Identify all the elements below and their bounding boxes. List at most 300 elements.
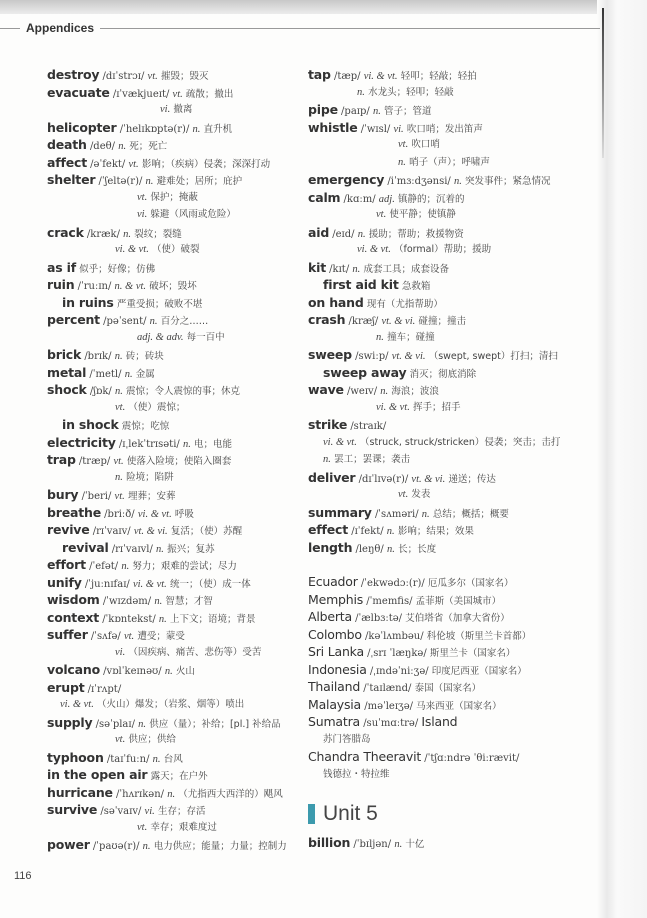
part-of-speech: vi. bbox=[160, 104, 171, 115]
headword: affect bbox=[47, 154, 87, 170]
definition: 泰国（国家名） bbox=[414, 683, 482, 694]
phonetic: /ˈmemfis/ bbox=[366, 595, 413, 607]
entry-evacuate bbox=[47, 84, 297, 102]
phonetic: /ˈwɪzdəm/ bbox=[102, 596, 152, 607]
entry-wisdom bbox=[47, 591, 297, 609]
unit-5-entries bbox=[308, 834, 424, 852]
entry-continuation bbox=[47, 731, 297, 749]
entry-trap bbox=[47, 451, 297, 469]
phonetic: /taɪˈfuːn/ bbox=[106, 753, 150, 765]
phonetic: /ˈekwədɔː(r)/ bbox=[360, 578, 425, 589]
phonetic: /leŋθ/ bbox=[355, 543, 384, 555]
part-of-speech: n. bbox=[142, 841, 151, 852]
part-of-speech: n. bbox=[145, 176, 154, 187]
entry-continuation bbox=[308, 451, 588, 469]
part-of-speech: vt. & vi. bbox=[381, 316, 416, 327]
part-of-speech: n. bbox=[114, 386, 123, 397]
entry-in-shock bbox=[47, 416, 297, 434]
part-of-speech: n. bbox=[167, 788, 176, 800]
part-of-speech: vi. & vt. bbox=[363, 71, 398, 82]
part-of-speech: n. bbox=[156, 543, 164, 555]
definition: （swept, swept）打扫；清扫 bbox=[428, 351, 558, 362]
headword: Indonesia bbox=[308, 661, 367, 677]
definition: 镇静的；沉着的 bbox=[398, 193, 465, 205]
phonetic: /ˈpaʊə(r)/ bbox=[92, 841, 140, 852]
headword: Sumatra bbox=[308, 714, 360, 729]
phonetic: /ˈælbɜːtə/ bbox=[355, 613, 403, 624]
headword: wave bbox=[308, 382, 344, 397]
entry-summary bbox=[308, 504, 588, 522]
part-of-speech: n. bbox=[323, 454, 331, 465]
entry-malaysia bbox=[308, 696, 588, 714]
definition: 供应（量）；补给；[pl.] 补给品 bbox=[149, 718, 281, 730]
headword: sweep away bbox=[323, 364, 407, 380]
entry-kit bbox=[308, 259, 588, 277]
definition: 挥手；招手 bbox=[413, 401, 461, 413]
phonetic: /iˈmɜːdʒənsi/ bbox=[387, 176, 451, 187]
phonetic: /swiːp/ bbox=[355, 351, 389, 362]
definition: 严重受损；破败不堪 bbox=[116, 298, 203, 310]
headword: Thailand bbox=[308, 679, 361, 694]
definition: 斯里兰卡（国家名） bbox=[429, 648, 516, 659]
part-of-speech: n. bbox=[118, 141, 127, 152]
definition: 发表 bbox=[411, 489, 431, 500]
definition: 急救箱 bbox=[401, 281, 431, 292]
definition: 苏门答腊岛 bbox=[323, 733, 371, 745]
headword: metal bbox=[47, 364, 87, 380]
entry-strike bbox=[308, 416, 588, 434]
headword: volcano bbox=[47, 662, 100, 677]
phonetic: /kɪt/ bbox=[329, 263, 350, 275]
definition: 吹口哨；发出笛声 bbox=[406, 123, 483, 135]
definition: 努力；艰难的尝试；尽力 bbox=[132, 561, 237, 572]
definition: 震惊；吃惊 bbox=[121, 421, 170, 432]
phonetic: /brɪk/ bbox=[84, 351, 112, 362]
definition: 复活；（使）苏醒 bbox=[170, 526, 243, 537]
headword: percent bbox=[47, 312, 100, 327]
headword: pipe bbox=[308, 102, 338, 117]
entry-in-the-open-air bbox=[47, 766, 297, 784]
entry-survive bbox=[47, 801, 297, 819]
spine-crease bbox=[602, 8, 604, 158]
entry-bury bbox=[47, 486, 297, 504]
headword: crash bbox=[308, 312, 346, 327]
headword: supply bbox=[47, 714, 93, 730]
definition: 科伦坡（斯里兰卡首都） bbox=[426, 630, 532, 642]
entry-length bbox=[308, 539, 588, 557]
phonetic: /ɪˈrʌpt/ bbox=[87, 683, 122, 695]
part-of-speech: vt. bbox=[115, 734, 126, 745]
part-of-speech: n. bbox=[394, 839, 403, 850]
definition: （使）震惊； bbox=[128, 401, 186, 413]
part-of-speech: vi. & vt. bbox=[376, 401, 410, 413]
headword: bury bbox=[47, 487, 79, 502]
part-of-speech: n. bbox=[192, 123, 201, 135]
entry-as-if bbox=[47, 259, 297, 277]
definition: 电；电能 bbox=[194, 438, 233, 450]
headword: effect bbox=[308, 522, 349, 537]
definition: 保护；掩蔽 bbox=[150, 191, 198, 203]
part-of-speech: n. bbox=[152, 753, 161, 765]
headword: destroy bbox=[47, 67, 100, 82]
definition: 现有（尤指帮助） bbox=[366, 298, 443, 310]
entry-destroy bbox=[47, 66, 297, 84]
entry-pipe bbox=[308, 101, 588, 119]
definition: 水龙头；轻叩；轻敲 bbox=[368, 86, 454, 98]
part-of-speech: n. bbox=[115, 471, 123, 483]
headword: revival bbox=[62, 539, 109, 555]
definition: 台风 bbox=[163, 753, 183, 765]
phonetic: /ˌsrɪ ˈlæŋkə/ bbox=[367, 648, 427, 659]
definition: 十亿 bbox=[405, 839, 425, 850]
phonetic: /ˈtaɪlænd/ bbox=[363, 683, 412, 694]
phonetic: /træp/ bbox=[78, 456, 111, 467]
definition: 厄瓜多尔（国家名） bbox=[427, 578, 514, 589]
definition: 金属 bbox=[135, 368, 155, 380]
phonetic: /deθ/ bbox=[89, 141, 116, 152]
definition: （formal）帮助；援助 bbox=[394, 244, 492, 255]
headword: suffer bbox=[47, 627, 88, 642]
entry-continuation bbox=[47, 696, 297, 714]
phonetic: /səˈplaɪ/ bbox=[95, 718, 135, 730]
headword: Ecuador bbox=[308, 574, 358, 589]
phonetic: /kɑːm/ bbox=[343, 193, 376, 205]
entry-shock bbox=[47, 381, 297, 399]
entry-whistle bbox=[308, 119, 588, 137]
phonetic: /kræk/ bbox=[86, 228, 120, 240]
headword: survive bbox=[47, 802, 98, 817]
part-of-speech: vt. bbox=[398, 139, 409, 150]
definition: 撞车；碰撞 bbox=[387, 331, 435, 343]
phonetic: /ˈwɪsl/ bbox=[360, 123, 391, 135]
definition: 碰撞；撞击 bbox=[418, 316, 466, 327]
headword: brick bbox=[47, 347, 82, 362]
part-of-speech: n. bbox=[114, 351, 123, 362]
entry-helicopter bbox=[47, 119, 297, 137]
phonetic: /ˈʃeltə(r)/ bbox=[98, 176, 143, 187]
phonetic: /ˈjuːnɪfaɪ/ bbox=[84, 578, 130, 590]
headword: typhoon bbox=[47, 749, 104, 765]
definition: 百分之…… bbox=[160, 316, 209, 327]
definition: 呼吸 bbox=[174, 508, 194, 520]
unit-marker-bar bbox=[308, 804, 315, 824]
phonetic: /ˈtʃɑːndrə ˈθiːrævit/ bbox=[424, 753, 520, 764]
part-of-speech: vt. bbox=[137, 191, 148, 203]
definition: 成套工具；成套设备 bbox=[363, 263, 449, 275]
part-of-speech: n. bbox=[357, 86, 365, 98]
phonetic: /ˈbɪljən/ bbox=[353, 839, 392, 850]
headword: whistle bbox=[308, 119, 358, 135]
entry-sumatra bbox=[308, 713, 588, 731]
definition: 马来西亚（国家名） bbox=[416, 700, 502, 712]
part-of-speech: vi. bbox=[393, 123, 404, 135]
phonetic: /straɪk/ bbox=[350, 421, 387, 432]
headword: Malaysia bbox=[308, 696, 362, 712]
part-of-speech: vt. bbox=[115, 401, 126, 413]
phonetic: /ɪˈfekt/ bbox=[351, 526, 384, 537]
entry-continuation bbox=[308, 329, 588, 347]
entry-effort bbox=[47, 556, 297, 574]
definition: 振兴；复苏 bbox=[167, 543, 215, 555]
definition: 撤离 bbox=[173, 104, 193, 115]
part-of-speech: n. bbox=[154, 596, 163, 607]
headword: Sri Lanka bbox=[308, 644, 364, 659]
headword: summary bbox=[308, 504, 372, 520]
phonetic: /dɪˈlɪvə(r)/ bbox=[358, 473, 409, 485]
entry-thailand bbox=[308, 678, 588, 696]
part-of-speech: n. bbox=[372, 106, 381, 117]
definition: 轻叩；轻敲；轻拍 bbox=[400, 71, 477, 82]
definition: 突发事件；紧急情况 bbox=[465, 176, 551, 187]
part-of-speech: vi. bbox=[137, 209, 148, 220]
definition: 艾伯塔省（加拿大省份） bbox=[405, 613, 510, 624]
part-of-speech: vt. bbox=[114, 491, 125, 502]
headword: power bbox=[47, 837, 90, 852]
entry-continuation bbox=[47, 644, 297, 662]
entry-brick bbox=[47, 346, 297, 364]
headword: tap bbox=[308, 67, 331, 82]
definition: （因疾病、痛苦、悲伤等）受苦 bbox=[128, 646, 262, 658]
entry-crash bbox=[308, 311, 588, 329]
headword: as if bbox=[47, 259, 76, 275]
phonetic: /məˈleɪʒə/ bbox=[364, 700, 413, 712]
part-of-speech: vi. & vt. bbox=[357, 244, 391, 255]
entry-revive bbox=[47, 521, 297, 539]
definition: 海浪；波浪 bbox=[391, 386, 439, 397]
entry-continuation bbox=[47, 329, 297, 347]
definition: 使平静；使镇静 bbox=[389, 209, 456, 220]
proper-names-list bbox=[308, 573, 588, 783]
definition: 摧毁；毁灭 bbox=[160, 71, 209, 82]
entry-crack bbox=[47, 224, 297, 242]
phonetic: /ˌɪndəˈniːʒə/ bbox=[369, 665, 429, 677]
headword: wisdom bbox=[47, 592, 100, 607]
headword: breathe bbox=[47, 504, 101, 520]
entry-colombo bbox=[308, 626, 588, 644]
definition: 智慧；才智 bbox=[165, 596, 213, 607]
definition: 似乎；好像；仿佛 bbox=[79, 263, 156, 275]
section-header: Appendices bbox=[20, 21, 100, 35]
entry-continuation bbox=[308, 154, 588, 172]
definition: （struck, struck/stricken）侵袭；突击；击打 bbox=[360, 436, 561, 448]
part-of-speech: vi. & vt. bbox=[132, 578, 167, 590]
phonetic: /kræʃ/ bbox=[348, 316, 379, 327]
phonetic: /suˈmɑːtrə/ bbox=[363, 718, 419, 729]
headword: billion bbox=[308, 835, 351, 850]
entry-continuation bbox=[308, 206, 588, 224]
phonetic: /ˈkɒntekst/ bbox=[102, 613, 156, 625]
phonetic: /ˈefət/ bbox=[89, 561, 119, 572]
headword: first aid kit bbox=[323, 277, 399, 292]
unit-heading bbox=[308, 802, 378, 826]
entry-breathe bbox=[47, 504, 297, 522]
left-column bbox=[47, 66, 297, 854]
entry-hurricane bbox=[47, 784, 297, 802]
definition: 吹口哨 bbox=[411, 139, 440, 150]
entry-billion bbox=[308, 834, 424, 852]
headword: on hand bbox=[308, 294, 364, 310]
definition: 每一百中 bbox=[186, 331, 225, 343]
spacer bbox=[308, 556, 588, 573]
phonetic: /vɒlˈkeɪnəʊ/ bbox=[103, 666, 162, 677]
entry-chandra-theeravit bbox=[308, 748, 588, 766]
part-of-speech: vt. & vi. bbox=[411, 473, 446, 485]
definition: 罢工；罢课；袭击 bbox=[334, 454, 411, 465]
headword: helicopter bbox=[47, 119, 117, 135]
entry-sweep bbox=[308, 346, 588, 364]
part-of-speech: vi. bbox=[115, 646, 126, 658]
phonetic: /səˈvaɪv/ bbox=[100, 806, 142, 817]
part-of-speech: vi. & vt. bbox=[137, 508, 172, 520]
headword: unify bbox=[47, 574, 82, 590]
entry-emergency bbox=[308, 171, 588, 189]
phonetic: /pəˈsent/ bbox=[103, 316, 147, 327]
headword: aid bbox=[308, 224, 330, 240]
phonetic: /eɪd/ bbox=[332, 228, 355, 240]
part-of-speech: vt. & vi. bbox=[133, 526, 168, 537]
part-of-speech: vt. bbox=[172, 88, 183, 100]
definition: 裂纹；裂缝 bbox=[134, 228, 182, 240]
entry-ruin bbox=[47, 276, 297, 294]
entry-shelter bbox=[47, 171, 297, 189]
definition: 管子；管道 bbox=[384, 106, 432, 117]
part-of-speech: vt. bbox=[376, 209, 387, 220]
part-of-speech: n. bbox=[387, 543, 395, 555]
entry-in-ruins bbox=[47, 294, 297, 312]
entry-continuation bbox=[47, 399, 297, 417]
phonetic: /ʃɒk/ bbox=[89, 386, 112, 397]
headword: calm bbox=[308, 189, 341, 205]
part-of-speech: n. bbox=[164, 666, 173, 677]
entry-death bbox=[47, 136, 297, 154]
definition: 死；死亡 bbox=[129, 141, 168, 152]
entry-affect bbox=[47, 154, 297, 172]
phonetic: /kəˈlʌmbəu/ bbox=[365, 630, 424, 642]
entry-continuation bbox=[47, 189, 297, 207]
definition: 电力供应；能量；力量；控制力 bbox=[153, 841, 287, 852]
headword: erupt bbox=[47, 679, 85, 695]
entry-percent bbox=[47, 311, 297, 329]
vocab-list-right bbox=[308, 66, 588, 556]
phonetic: /briːð/ bbox=[104, 508, 135, 520]
part-of-speech: vi. & vt. bbox=[60, 699, 94, 710]
headword: shelter bbox=[47, 172, 96, 187]
part-of-speech: vt. bbox=[398, 489, 409, 500]
part-of-speech: n. bbox=[124, 368, 133, 380]
entry-revival bbox=[47, 539, 297, 557]
phonetic: /ˈhelɪkɒptə(r)/ bbox=[119, 123, 190, 135]
part-of-speech: vi. & vt. bbox=[323, 436, 357, 448]
entry-erupt bbox=[47, 679, 297, 697]
entry-continuation bbox=[308, 486, 588, 504]
definition: 上下文；语境；背景 bbox=[169, 613, 256, 625]
part-of-speech: vt. bbox=[128, 158, 139, 170]
headword: in ruins bbox=[62, 294, 114, 310]
definition: 钱德拉・特拉维 bbox=[323, 768, 390, 780]
entry-continuation bbox=[47, 469, 297, 487]
phonetic: /ɪˌlekˈtrɪsəti/ bbox=[118, 438, 180, 450]
headword: electricity bbox=[47, 434, 116, 450]
definition: 消灭；彻底消除 bbox=[409, 368, 477, 380]
part-of-speech: vt. bbox=[147, 71, 158, 82]
definition: 直升机 bbox=[203, 123, 233, 135]
entry-suffer bbox=[47, 626, 297, 644]
headword: effort bbox=[47, 557, 86, 572]
headword: sweep bbox=[308, 347, 352, 362]
headword: evacuate bbox=[47, 84, 110, 100]
definition: 破坏；毁坏 bbox=[149, 281, 197, 292]
phonetic: /ˈsʌfə/ bbox=[90, 631, 121, 642]
entry-ecuador bbox=[308, 573, 588, 591]
phonetic: /ˈhʌrɪkən/ bbox=[116, 788, 165, 800]
part-of-speech: n. bbox=[138, 718, 147, 730]
entry-on-hand bbox=[308, 294, 588, 312]
part-of-speech: vt. bbox=[123, 631, 135, 642]
definition: （火山）爆发；（岩浆、烟等）喷出 bbox=[97, 699, 245, 710]
entry-continuation bbox=[47, 241, 297, 259]
phonetic: /weɪv/ bbox=[347, 386, 378, 397]
headword: death bbox=[47, 137, 87, 152]
headword-suffix: Island bbox=[421, 714, 458, 729]
entry-continuation bbox=[47, 819, 297, 837]
definition: 影响；结果；效果 bbox=[397, 526, 474, 537]
part-of-speech: adj. & adv. bbox=[137, 331, 184, 343]
part-of-speech: n. bbox=[149, 316, 158, 327]
definition: 震惊；令人震惊的事；休克 bbox=[126, 386, 241, 397]
headword: Alberta bbox=[308, 609, 352, 624]
part-of-speech: n. bbox=[123, 228, 132, 240]
definition: 避难处；居所；庇护 bbox=[156, 176, 243, 187]
part-of-speech: n. bbox=[182, 438, 191, 450]
entry-effect bbox=[308, 521, 588, 539]
book-spine-shadow bbox=[597, 0, 647, 918]
part-of-speech: n. & vt. bbox=[114, 281, 147, 292]
headword: kit bbox=[308, 259, 326, 275]
definition: 递送；传达 bbox=[448, 473, 496, 485]
phonetic: /ˈberi/ bbox=[81, 491, 112, 502]
entry-typhoon bbox=[47, 749, 297, 767]
headword: Chandra Theeravit bbox=[308, 749, 422, 764]
definition: 露天；在户外 bbox=[150, 771, 208, 782]
entry-unify bbox=[47, 574, 297, 592]
part-of-speech: n. bbox=[357, 228, 366, 240]
headword: crack bbox=[47, 224, 84, 240]
part-of-speech: vt. & vi. bbox=[391, 351, 426, 362]
entry-continuation bbox=[308, 399, 588, 417]
entry-metal bbox=[47, 364, 297, 382]
entry-deliver bbox=[308, 469, 588, 487]
part-of-speech: vi. bbox=[144, 806, 155, 817]
headword: deliver bbox=[308, 469, 356, 485]
part-of-speech: n. bbox=[421, 508, 430, 520]
phonetic: /rɪˈvaɪv/ bbox=[92, 526, 131, 537]
definition: 火山 bbox=[175, 666, 195, 677]
phonetic: /paɪp/ bbox=[341, 106, 370, 117]
entry-aid bbox=[308, 224, 588, 242]
entry-supply bbox=[47, 714, 297, 732]
entry-continuation bbox=[47, 206, 297, 224]
phonetic: /ɪˈvækjueɪt/ bbox=[112, 88, 170, 100]
entry-sweep-away bbox=[308, 364, 588, 382]
part-of-speech: n. bbox=[398, 156, 406, 168]
part-of-speech: adj. bbox=[378, 193, 395, 205]
headword: trap bbox=[47, 452, 76, 467]
entry-indonesia bbox=[308, 661, 588, 679]
headword: shock bbox=[47, 382, 87, 397]
definition: 供应；供给 bbox=[128, 734, 176, 745]
entry-electricity bbox=[47, 434, 297, 452]
phonetic: /tæp/ bbox=[333, 71, 361, 82]
